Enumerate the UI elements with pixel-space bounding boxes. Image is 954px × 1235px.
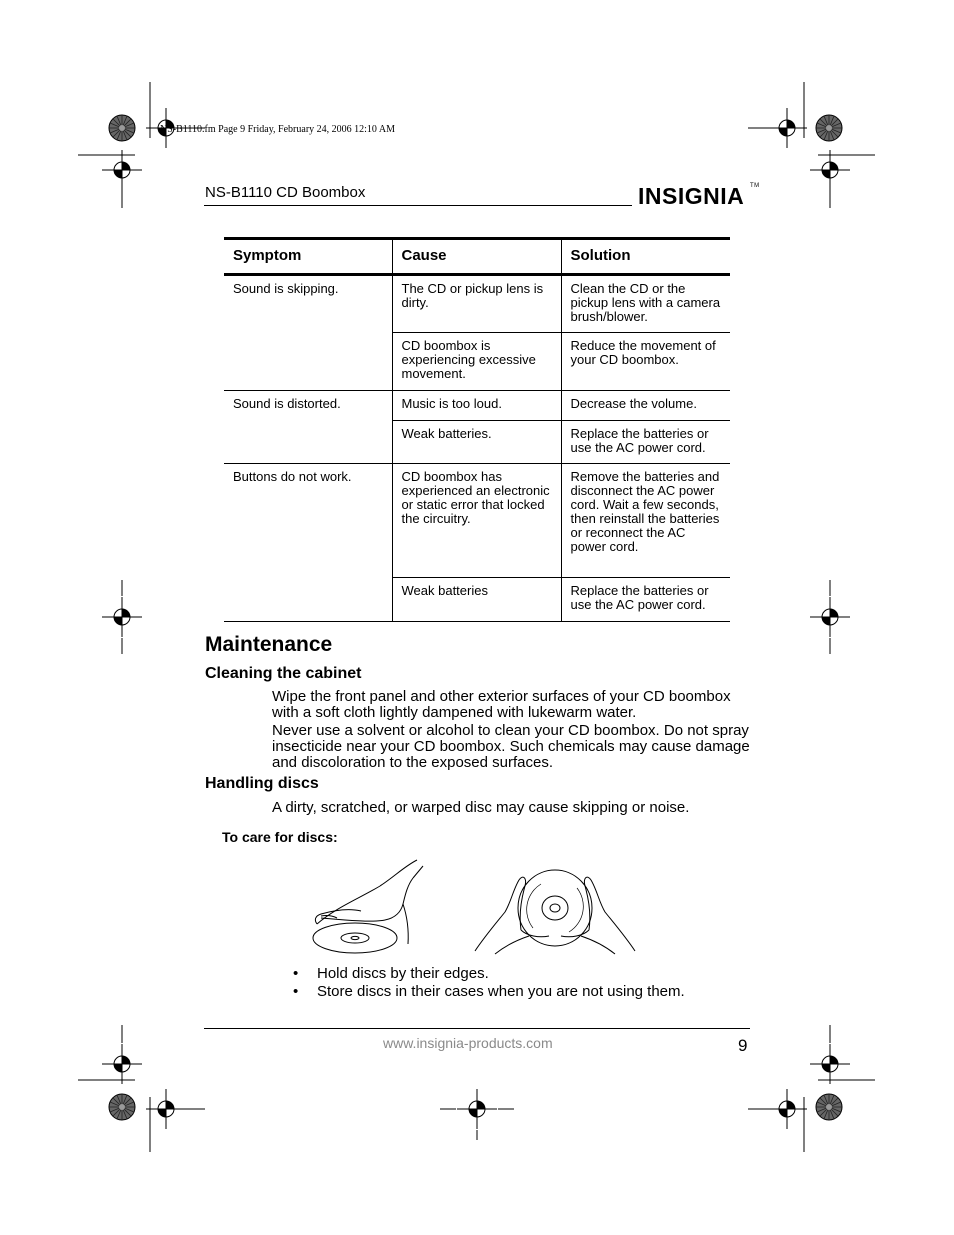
column-header: Cause — [392, 239, 561, 275]
disc-care-list — [293, 965, 685, 1001]
cause-cell: CD boombox is experiencing excessive movement. — [392, 333, 561, 391]
bullet-icon: • — [293, 983, 299, 1000]
solution-cell: Replace the batteries or use the AC power cord. — [561, 578, 730, 622]
list-item-text: Store discs in their cases when you are not using them. — [317, 983, 685, 1000]
solution-cell: Remove the batteries and disconnect the AC power cord. Wait a few seconds, then reinstall the batteries or reconnect the AC power cord. — [561, 464, 730, 578]
table-header-row — [224, 239, 730, 275]
section-title: Maintenance — [205, 633, 333, 656]
list-item — [293, 965, 685, 983]
symptom-cell: Sound is distorted. — [224, 391, 392, 464]
table-row — [224, 275, 730, 333]
cause-cell: CD boombox has experienced an electronic or static error that locked the circuitry. — [392, 464, 561, 578]
list-item — [293, 983, 685, 1001]
subsection-heading: Handling discs — [205, 775, 319, 792]
table-row — [224, 391, 730, 421]
paragraph: Never use a solvent or alcohol to clean your CD boombox. Do not spray insecticide near your CD boombox. Such chemicals may cause damage and discoloration to the exposed surfaces. — [272, 722, 750, 771]
solution-cell: Replace the batteries or use the AC power cord. — [561, 421, 730, 464]
bullet-icon: • — [293, 965, 299, 982]
brand-logo — [638, 183, 760, 210]
list-item-text: Hold discs by their edges. — [317, 965, 489, 982]
cause-cell: Weak batteries. — [392, 421, 561, 464]
table-row — [224, 464, 730, 578]
subsection-heading: Cleaning the cabinet — [205, 665, 362, 682]
cause-cell: Music is too loud. — [392, 391, 561, 421]
print-slug: NS-B1110.fm Page 9 Friday, February 24, 2006 12:10 AM — [160, 124, 395, 135]
document-title: NS-B1110 CD Boombox — [205, 184, 366, 201]
paragraph: Wipe the front panel and other exterior surfaces of your CD boombox with a soft cloth lightly dampened with lukewarm water. — [272, 688, 731, 721]
header-rule — [204, 205, 632, 206]
paragraph: A dirty, scratched, or warped disc may cause skipping or noise. — [272, 799, 690, 816]
brand-logo-text: INSIGNIA — [638, 183, 745, 209]
column-header: Symptom — [224, 239, 392, 275]
solution-cell: Clean the CD or the pickup lens with a camera brush/blower. — [561, 275, 730, 333]
cause-cell: Weak batteries — [392, 578, 561, 622]
footer-rule — [204, 1028, 750, 1029]
cause-cell: The CD or pickup lens is dirty. — [392, 275, 561, 333]
solution-cell: Decrease the volume. — [561, 391, 730, 421]
solution-cell: Reduce the movement of your CD boombox. — [561, 333, 730, 391]
footer-url: www.insignia-products.com — [383, 1035, 553, 1051]
symptom-cell: Sound is skipping. — [224, 275, 392, 391]
troubleshooting-table — [224, 237, 730, 622]
page-number: 9 — [738, 1036, 748, 1055]
symptom-cell: Buttons do not work. — [224, 464, 392, 622]
procedure-title: To care for discs: — [222, 829, 338, 845]
disc-handling-illustration — [305, 856, 645, 964]
brand-logo-tm: TM — [750, 183, 760, 189]
column-header: Solution — [561, 239, 730, 275]
